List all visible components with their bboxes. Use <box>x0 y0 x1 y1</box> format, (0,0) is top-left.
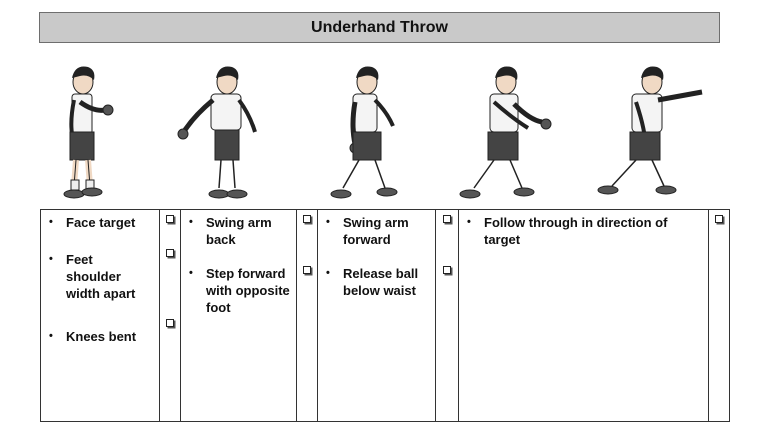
checkbox[interactable] <box>443 266 451 274</box>
cue-table <box>40 209 730 422</box>
checkbox[interactable] <box>715 215 723 223</box>
child-illustration-1 <box>50 60 120 210</box>
figure-follow-through <box>590 60 710 210</box>
figure-arm-back <box>175 60 265 210</box>
cue-item: • Swing arm forward <box>326 215 409 247</box>
cue-column-4 <box>459 210 709 421</box>
checkbox[interactable] <box>303 266 311 274</box>
cue-column-2 <box>181 210 297 421</box>
cue-column-1 <box>41 210 160 421</box>
bullet: • <box>326 216 330 228</box>
cue-item: • Release ball below waist <box>326 266 419 298</box>
child-illustration-5 <box>590 60 710 210</box>
cue-item: • Knees bent <box>49 329 137 344</box>
cue-item: • Step forward with opposite foot <box>189 266 290 315</box>
checkbox-column-3 <box>436 210 459 421</box>
checkbox[interactable] <box>166 249 174 257</box>
figure-ready-stance <box>50 60 120 210</box>
checkbox-column-4 <box>709 210 729 421</box>
cue-item: • Face target <box>49 215 136 230</box>
figure-strip <box>40 60 730 210</box>
checkbox[interactable] <box>166 319 174 327</box>
cue-item: • Feet shoulder width apart <box>49 252 136 301</box>
checkbox-column-1 <box>160 210 181 421</box>
bullet: • <box>49 216 53 228</box>
page-title: Underhand Throw <box>311 18 448 36</box>
child-illustration-2 <box>175 60 265 210</box>
bullet: • <box>189 216 193 228</box>
cue-item: • Swing arm back <box>189 215 272 247</box>
checkbox-column-2 <box>297 210 318 421</box>
figure-release <box>450 60 560 210</box>
bullet: • <box>189 267 193 279</box>
checkbox[interactable] <box>166 215 174 223</box>
figure-step-forward <box>325 60 405 210</box>
bullet: • <box>467 216 471 228</box>
bullet: • <box>326 267 330 279</box>
title-bar <box>39 12 720 43</box>
bullet: • <box>49 253 53 265</box>
cue-item: • Follow through in direction of target <box>467 215 668 247</box>
child-illustration-3 <box>325 60 405 210</box>
cue-column-3 <box>318 210 436 421</box>
child-illustration-4 <box>450 60 560 210</box>
checkbox[interactable] <box>303 215 311 223</box>
checkbox[interactable] <box>443 215 451 223</box>
bullet: • <box>49 330 53 342</box>
